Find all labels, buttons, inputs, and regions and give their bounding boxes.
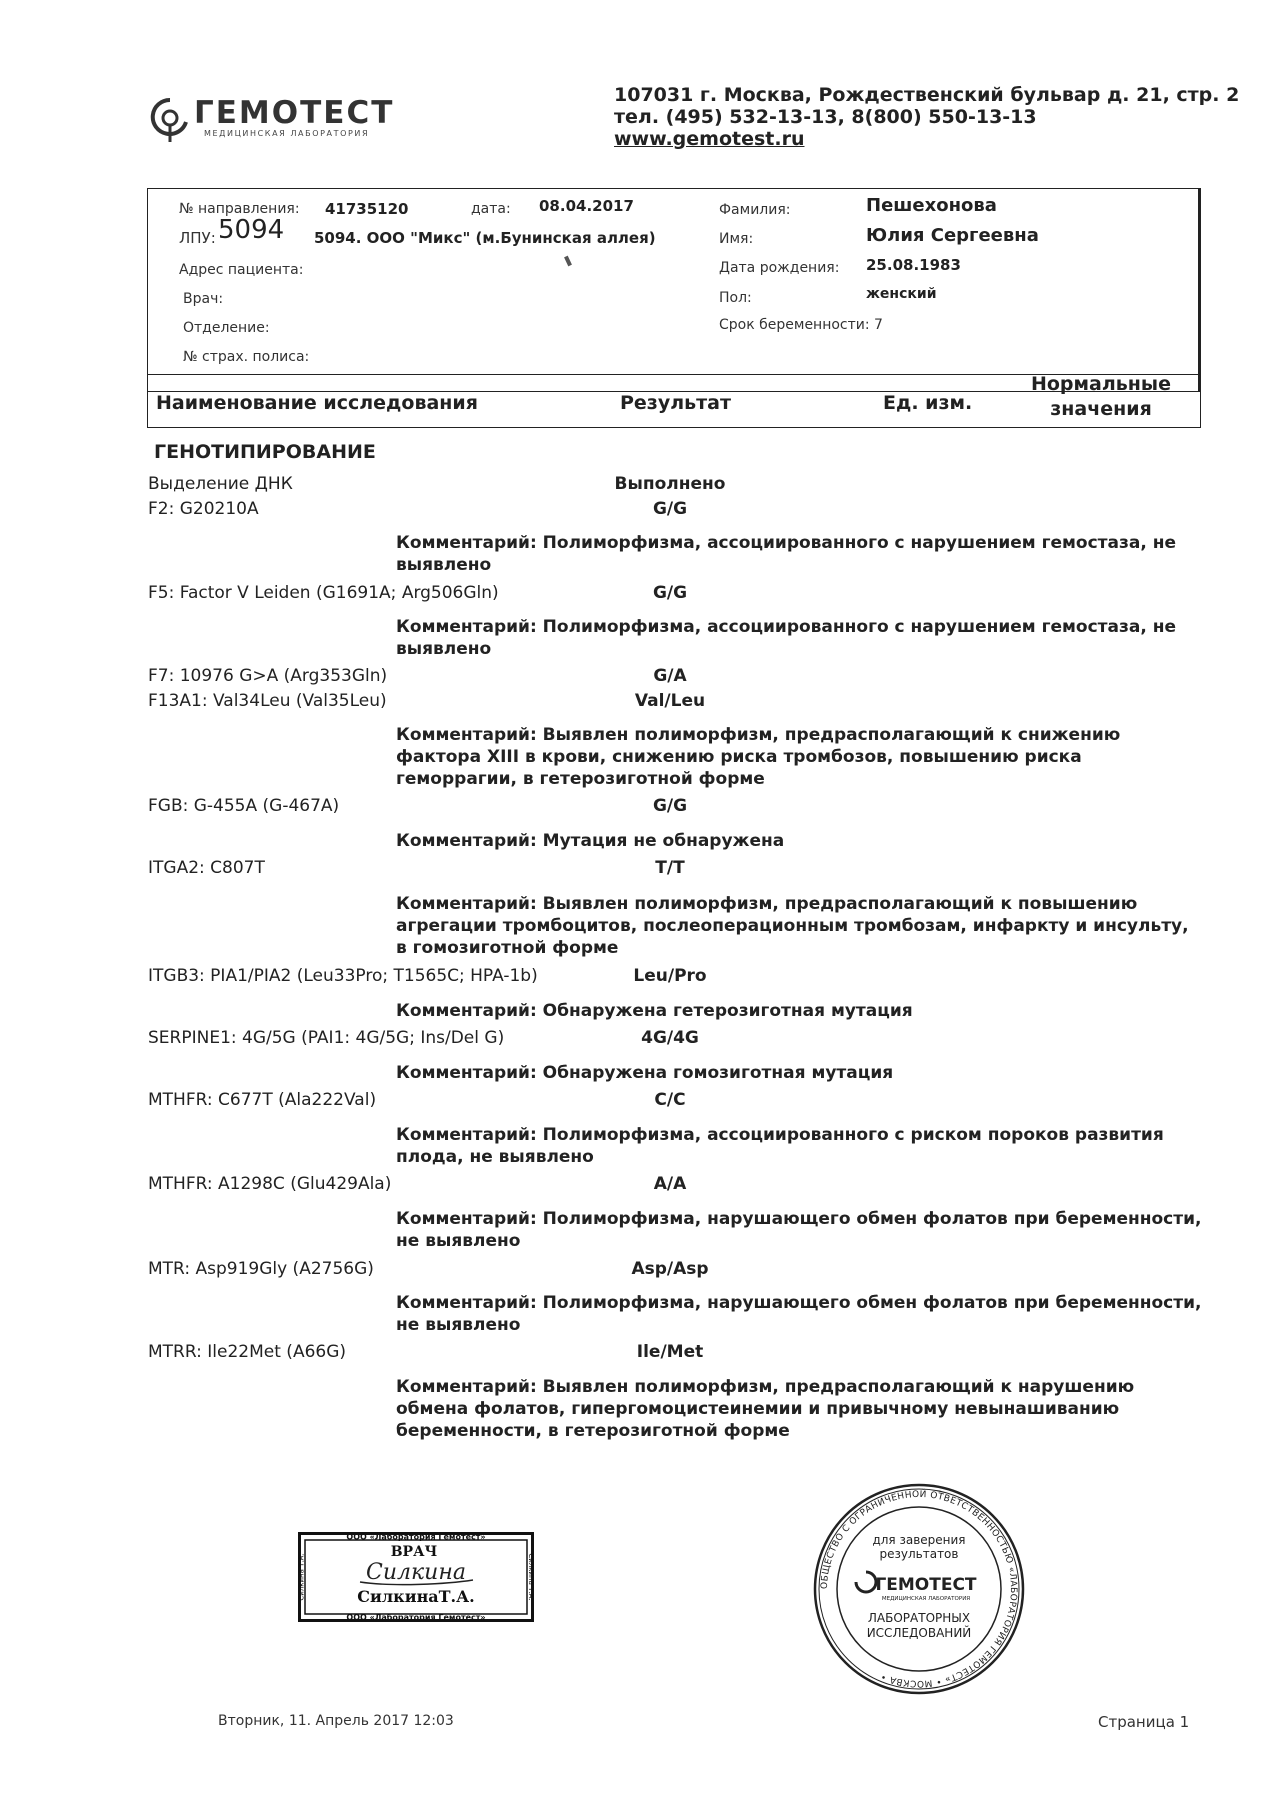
test-name: F7: 10976 G>A (Arg353Gln): [148, 666, 388, 686]
test-comment: Комментарий: Полиморфизма, ассоциированного с нарушением гемостаза, не выявлено: [396, 533, 1176, 575]
logo-subtitle: МЕДИЦИНСКАЯ ЛАБОРАТОРИЯ: [204, 129, 370, 138]
test-name: MTRR: Ile22Met (A66G): [148, 1342, 347, 1362]
round-stamp-bottom-line1: ЛАБОРАТОРНЫХ: [867, 1611, 971, 1625]
test-result: G/G: [652, 583, 688, 603]
test-comment: Комментарий: Полиморфизма, нарушающего обмен фолатов при беременности, не выявлено: [396, 1293, 1202, 1335]
round-stamp-top-line1: для заверения: [872, 1533, 966, 1547]
round-stamp-logo-sub: МЕДИЦИНСКАЯ ЛАБОРАТОРИЯ: [881, 1596, 971, 1602]
test-comment: Комментарий: Полиморфизма, ассоциированного с нарушением гемостаза, не выявлено: [396, 617, 1176, 659]
doctor-signature: Силкина: [366, 1560, 466, 1585]
lab-phone: тел. (495) 532-13-13, 8(800) 550-13-13: [614, 106, 1037, 128]
surname-label: Фамилия:: [719, 202, 791, 218]
test-result: Leu/Pro: [633, 966, 707, 986]
test-result: G/A: [653, 666, 687, 686]
patient-name: Юлия Сергеевна: [866, 225, 1039, 246]
test-result: T/T: [655, 858, 685, 878]
doctor-stamp-side-right: Силкина Т.А.: [527, 1553, 535, 1601]
round-stamp-logo: ГЕМОТЕСТ: [875, 1575, 977, 1595]
test-name: ITGB3: PIA1/PIA2 (Leu33Pro; T1565C; HPA-1b): [148, 966, 538, 986]
referral-date: 08.04.2017: [539, 197, 634, 215]
lpu-label: ЛПУ:: [179, 229, 216, 247]
test-result: G/G: [652, 499, 688, 519]
round-stamp-ring-path: ОБЩЕСТВО С ОГРАНИЧЕННОЙ ОТВЕТСТВЕННОСТЬЮ «ЛАБОРАТОРИЯ ГЕМОТЕСТ» • МОСКВА •: [819, 1489, 1019, 1689]
test-result: Val/Leu: [634, 691, 706, 711]
lab-round-stamp: [812, 1482, 1026, 1696]
test-comment: Комментарий: Обнаружена гетерозиготная мутация: [396, 1001, 913, 1021]
test-comment: Комментарий: Выявлен полиморфизм, предрасполагающий к снижению фактора XIII в крови, снижению риска тромбозов, повышению риска геморрагии, в гетерозиготной форме: [396, 725, 1121, 789]
test-result: 4G/4G: [641, 1028, 699, 1048]
col-normal-values-line2: значения: [1050, 398, 1152, 420]
gemotest-logo: [150, 96, 410, 146]
department-label: Отделение:: [183, 320, 270, 336]
col-result: Результат: [620, 392, 732, 414]
policy-label: № страх. полиса:: [183, 349, 310, 365]
test-name: MTR: Asp919Gly (A2756G): [148, 1259, 374, 1279]
test-comment: Комментарий: Обнаружена гомозиготная мутация: [396, 1063, 894, 1083]
date-label: дата:: [471, 201, 511, 217]
name-label: Имя:: [719, 231, 754, 247]
doctor-stamp-border-bottom: ООО «Лаборатория Гемотест»: [346, 1613, 486, 1622]
patient-info-box: [147, 188, 1201, 392]
test-comment: Комментарий: Выявлен полиморфизм, предрасполагающий к повышению агрегации тромбоцитов, послеоперационным тромбозам, инфаркту и инсульту, в гомозиготной форме: [396, 894, 1189, 958]
col-normal-values: [1016, 372, 1186, 422]
lab-address: 107031 г. Москва, Рождественский бульвар д. 21, стр. 2: [614, 84, 1240, 106]
doctor-stamp-title: ВРАЧ: [390, 1544, 438, 1560]
doctor-stamp: [298, 1532, 534, 1622]
test-result: Выполнено: [614, 474, 726, 494]
test-name: ITGA2: C807T: [148, 858, 265, 878]
test-comment: Комментарий: Мутация не обнаружена: [396, 831, 785, 851]
page-number: Страница 1: [1098, 1713, 1190, 1731]
col-units: Ед. изм.: [883, 392, 973, 414]
test-name: Выделение ДНК: [148, 474, 293, 494]
pregnancy-term: Срок беременности: 7: [719, 317, 883, 333]
round-stamp-top-line2: результатов: [879, 1547, 959, 1561]
lpu-number: 5094: [218, 215, 285, 245]
col-normal-values-line1: Нормальные: [1030, 373, 1172, 395]
col-test-name: Наименование исследования: [156, 392, 478, 414]
test-result: C/C: [654, 1090, 686, 1110]
doctor-stamp-name: СилкинаТ.А.: [357, 1587, 475, 1606]
test-result: Ile/Met: [636, 1342, 704, 1362]
test-name: MTHFR: C677T (Ala222Val): [148, 1090, 377, 1110]
test-name: F13A1: Val34Leu (Val35Leu): [148, 691, 387, 711]
doctor-label: Врач:: [183, 291, 224, 307]
round-stamp-logo-icon: [856, 1572, 876, 1592]
lpu-name: 5094. ООО "Микс" (м.Бунинская аллея): [314, 229, 656, 247]
test-name: SERPINE1: 4G/5G (PAI1: 4G/5G; Ins/Del G): [148, 1028, 505, 1048]
patient-surname: Пешехонова: [866, 195, 997, 216]
doctor-stamp-side-left: Силкина Т.А.: [297, 1553, 306, 1601]
logo-text: ГЕМОТЕСТ: [194, 95, 395, 131]
test-name: MTHFR: A1298C (Glu429Ala): [148, 1174, 392, 1194]
test-comment: Комментарий: Выявлен полиморфизм, предрасполагающий к нарушению обмена фолатов, гипергомоцистеинемии и привычному невынашиванию беременности, в гетерозиготной форме: [396, 1377, 1135, 1441]
test-comment: Комментарий: Полиморфизма, ассоциированного с риском пороков развития плода, не выявлено: [396, 1125, 1164, 1167]
test-name: FGB: G-455A (G-467A): [148, 796, 340, 816]
test-name: F2: G20210A: [148, 499, 259, 519]
gemotest-logo-icon: [150, 96, 190, 144]
test-result: A/A: [653, 1174, 687, 1194]
patient-dob: 25.08.1983: [866, 256, 961, 274]
test-comment: Комментарий: Полиморфизма, нарушающего обмен фолатов при беременности, не выявлено: [396, 1209, 1202, 1251]
round-stamp-bottom-line2: ИССЛЕДОВАНИЙ: [866, 1626, 972, 1640]
section-title-genotyping: ГЕНОТИПИРОВАНИЕ: [154, 441, 376, 463]
referral-number: 41735120: [325, 200, 409, 218]
sex-label: Пол:: [719, 290, 752, 306]
patient-address-label: Адрес пациента:: [179, 262, 304, 278]
results-table-header: [147, 374, 1201, 428]
doctor-stamp-border-top: ООО «Лаборатория Гемотест»: [346, 1532, 486, 1542]
dob-label: Дата рождения:: [719, 260, 840, 276]
test-name: F5: Factor V Leiden (G1691A; Arg506Gln): [148, 583, 499, 603]
referral-label: № направления:: [179, 201, 300, 217]
print-timestamp: Вторник, 11. Апрель 2017 12:03: [218, 1713, 454, 1729]
patient-sex: женский: [866, 286, 937, 302]
test-result: G/G: [652, 796, 688, 816]
test-result: Asp/Asp: [631, 1259, 709, 1279]
lab-website-link[interactable]: www.gemotest.ru: [614, 128, 805, 150]
lab-contacts: [614, 84, 1239, 150]
